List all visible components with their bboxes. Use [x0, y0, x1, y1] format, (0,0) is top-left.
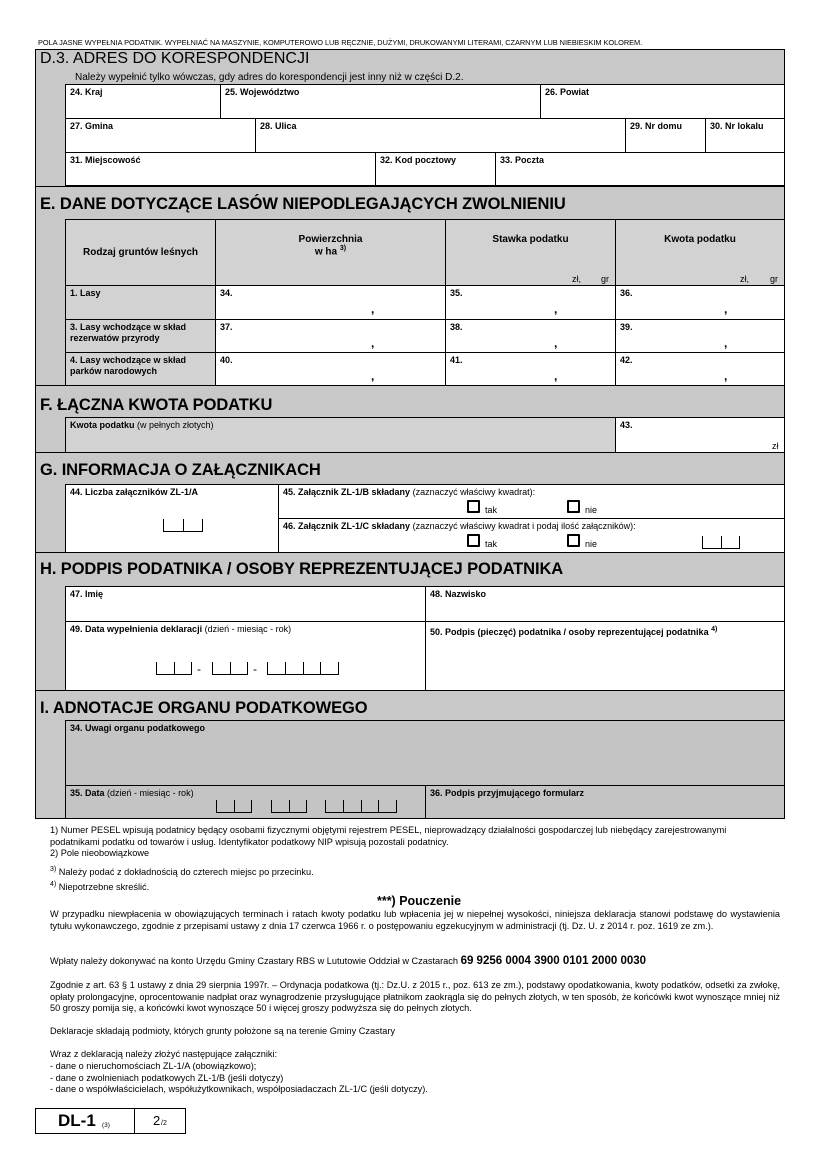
field-43[interactable]: 43. zł [615, 417, 784, 452]
bank-account-number: 69 9256 0004 3900 0101 2000 0030 [460, 955, 647, 967]
field-39[interactable]: 39. , [615, 319, 784, 352]
section-g-title: G. INFORMACJA O ZAŁĄCZNIKACH [40, 461, 321, 479]
section-f-sidebar [36, 417, 65, 452]
field-35-data: 35. Data (dzień - miesiąc - rok) [65, 785, 425, 818]
e-col-powierzchnia-label: Powierzchnia [298, 234, 363, 245]
field-38[interactable]: 38. , [445, 319, 615, 352]
field-30-label: 30. Nr lokalu [710, 121, 764, 131]
field-37[interactable]: 37. , [215, 319, 445, 352]
e-col-kwota-label: Kwota podatku [664, 234, 736, 245]
field-49-month[interactable] [212, 662, 248, 675]
pouczenie-p1: W przypadku niewpłacenia w obowiązujących terminach i ratach kwoty podatku lub wpłacenia jej w niepełnej wysokości, niniejsza deklaracja stanowi podstawę do wystawienia tytułu wykonawczego, zgodnie z przepisami ustawy z dnia 17 czerwca 1966 r. o postępowaniu egzekucyjnym w administracji (tj. Dz. U. z 2014 r. poz. 1619 ze zm.). [50, 909, 780, 931]
field-25-label: 25. Województwo [225, 87, 300, 97]
field-50-podpis[interactable]: 50. Podpis (pieczęć) podatnika / osoby reprezentującej podatnika $^{4)}$ [425, 621, 784, 690]
form-code: DL-1 [58, 1111, 96, 1130]
field-29-nr-domu[interactable] [625, 118, 705, 152]
field-31-miejscowosc[interactable] [65, 152, 375, 186]
f-kwota-label: Kwota podatku (w pełnych złotych) [65, 417, 615, 452]
section-h-sidebar [36, 586, 65, 690]
pouczenie-p4: Deklaracje składają podmioty, których grunty położone są na terenie Gminy Czastary [50, 1026, 396, 1036]
field-46-digits[interactable] [702, 536, 740, 549]
comma: , [554, 336, 558, 350]
field-27-gmina[interactable] [65, 118, 255, 152]
field-46-nie-label: nie [585, 539, 598, 549]
field-49-year[interactable] [267, 662, 339, 675]
page-number: 2 [153, 1113, 161, 1128]
pouczenie-title: ***) Pouczenie [376, 894, 462, 908]
field-30-nr-lokalu[interactable] [705, 118, 784, 152]
field-48-nazwisko[interactable]: 48. Nazwisko [425, 586, 784, 621]
list-item: - dane o zwolnieniach podatkowych ZL-1/B (jeśli dotyczy) [50, 1072, 284, 1083]
section-e-sidebar [36, 219, 65, 385]
e-row-lasy-label: 1. Lasy [65, 285, 215, 319]
e-col-stawka-label: Stawka podatku [492, 234, 569, 245]
e-col-kwota [615, 219, 784, 285]
field-41[interactable]: 41. , [445, 352, 615, 385]
section-d3-sidebar [36, 84, 65, 186]
field-35[interactable]: 35. , [445, 285, 615, 319]
field-36[interactable]: 36. , [615, 285, 784, 319]
comma: , [724, 369, 728, 383]
field-24-kraj[interactable] [65, 84, 220, 118]
e-row-parki-label: 4. Lasy wchodzące w skład parków narodowych [65, 352, 215, 385]
section-d3-subtitle: Należy wypełnić tylko wówczas, gdy adres do korespondencji jest inny niż w części D.2. [75, 72, 464, 83]
field-33-label: 33. Poczta [500, 155, 545, 165]
pouczenie-p2: Wpłaty należy dokonywać na konto Urzędu Gminy Czastary RBS w Lututowie Oddział w Czastarach 69 9256 0004 3900 0101 2000 0030 [50, 955, 647, 967]
e-col-powierzchnia [215, 219, 445, 285]
e-col-powierzchnia-unit: w ha $^{3)}$ [314, 245, 347, 258]
field-35-month [271, 800, 307, 813]
field-46-tak-label: tak [485, 539, 498, 549]
attachments-list [50, 1061, 428, 1096]
section-e-title: E. DANE DOTYCZĄCE LASÓW NIEPODLEGAJĄCYCH ZWOLNIENIU [40, 195, 566, 213]
form-version: (3) [102, 1122, 110, 1129]
field-28-ulica[interactable] [255, 118, 625, 152]
field-34-uwagi: 34. Uwagi organu podatkowego [65, 720, 784, 785]
comma: , [724, 336, 728, 350]
page-number-box [134, 1108, 186, 1134]
field-33-poczta[interactable] [495, 152, 784, 186]
pouczenie-p5: Wraz z deklaracją należy złożyć następujące załączniki: [50, 1049, 278, 1059]
field-27-label: 27. Gmina [70, 121, 114, 131]
field-26-label: 26. Powiat [545, 87, 590, 97]
field-35-day [216, 800, 252, 813]
field-36-podpis: 36. Podpis przyjmującego formularz [425, 785, 784, 818]
date-separator: - [253, 662, 257, 676]
field-46-nie-checkbox[interactable] [567, 534, 580, 547]
comma: , [554, 302, 558, 316]
field-31-label: 31. Miejscowość [70, 155, 141, 165]
field-45-tak-label: tak [485, 505, 498, 515]
e-col-rodzaj [65, 219, 215, 285]
field-46-tak-checkbox[interactable] [467, 534, 480, 547]
field-32-kod-pocztowy[interactable] [375, 152, 495, 186]
field-26-powiat[interactable] [540, 84, 784, 118]
e-kwota-zl: zł, [740, 274, 749, 284]
pouczenie-p3: Zgodnie z art. 63 § 1 ustawy z dnia 29 sierpnia 1997r. – Ordynacja podatkowa (tj.: Dz.U. z 2015 r., poz. 613 ze zm.), podstawy opodatkowania, kwoty podatków, odsetki za zwłokę, opłaty prolongacyjne, oprocentowanie nadpłat oraz wynagrodzenie przysługujące płatnikom zaokrągla się do pełnych złotych, w ten sposób, że końcówki kwot wynoszące mniej niż 50 groszy pomija się, a końcówki kwot wynoszące 50 i więcej groszy podwyższa się do pełnych złotych. [50, 980, 780, 1014]
field-45-tak-checkbox[interactable] [467, 500, 480, 513]
field-44[interactable]: 44. Liczba załączników ZL-1/A [65, 484, 278, 552]
section-i-sidebar [36, 720, 65, 818]
e-stawka-zl: zł, [572, 274, 581, 284]
field-28-label: 28. Ulica [260, 121, 297, 131]
comma: , [724, 302, 728, 316]
comma: , [371, 369, 375, 383]
comma: , [371, 336, 375, 350]
footnote-4: $^{4)}$ Niepotrzebne skreślić. [50, 881, 150, 893]
footnote-1: 1) Numer PESEL wpisują podatnicy będący osobami fizycznymi objętymi rejestrem PESEL, nieprowadzący działalności gospodarczej lub niebędący zarejestrowanymi podatnikami podatku od towarów i usług. Identyfikator podatkowy NIP wpisują pozostali podatnicy. 2) Pole nieobowiązkowe [50, 825, 727, 859]
page-total: /2 [161, 1120, 167, 1127]
field-29-label: 29. Nr domu [630, 121, 683, 131]
field-35-year [325, 800, 397, 813]
field-25-wojewodztwo[interactable] [220, 84, 540, 118]
field-32-label: 32. Kod pocztowy [380, 155, 457, 165]
e-row-rezerwaty-label: 3. Lasy wchodzące w skład rezerwatów przyrody [65, 319, 215, 352]
field-45[interactable]: 45. Załącznik ZL-1/B składany (zaznaczyć właściwy kwadrat): tak nie [278, 484, 784, 518]
section-g-sidebar [36, 484, 65, 552]
list-item: - dane o nieruchomościach ZL-1/A (obowiązkowo); [50, 1061, 257, 1071]
list-item: - dane o współwłaścicielach, współużytkownikach, współposiadaczach ZL-1/C (jeśli dotyczy). [50, 1084, 428, 1095]
section-f-title: F. ŁĄCZNA KWOTA PODATKU [40, 396, 273, 414]
e-col-stawka [445, 219, 615, 285]
field-45-nie-label: nie [585, 505, 598, 515]
f-zl: zł [772, 441, 779, 451]
field-24-label: 24. Kraj [70, 87, 103, 97]
field-47-imie[interactable]: 47. Imię [65, 586, 425, 621]
comma: , [554, 369, 558, 383]
section-h-title: H. PODPIS PODATNIKA / OSOBY REPREZENTUJĄCEJ PODATNIKA [40, 560, 564, 578]
e-col-rodzaj-label: Rodzaj gruntów leśnych [82, 247, 198, 258]
field-44-digits[interactable] [163, 519, 203, 532]
footnote-3: $^{3)}$ Należy podać z dokładnością do czterech miejsc po przecinku. [50, 866, 314, 878]
date-separator: - [197, 662, 201, 676]
e-kwota-gr: gr [770, 274, 779, 284]
header-note: POLA JASNE WYPEŁNIA PODATNIK. WYPEŁNIAĆ NA MASZYNIE, KOMPUTEROWO LUB RĘCZNIE, DUŻYMI, DRUKOWANYMI LITERAMI, CZARNYM LUB NIEBIESKIM KOLOREM. [38, 38, 643, 47]
field-34[interactable]: 34. , [215, 285, 445, 319]
field-49-day[interactable] [156, 662, 192, 675]
field-46[interactable]: 46. Załącznik ZL-1/C składany (zaznaczyć właściwy kwadrat i podaj ilość załączników): tak nie [278, 518, 784, 552]
field-40[interactable]: 40. , [215, 352, 445, 385]
field-49-data[interactable]: 49. Data wypełnienia deklaracji (dzień - miesiąc - rok) - - [65, 621, 425, 690]
field-42[interactable]: 42. , [615, 352, 784, 385]
section-i-title: I. ADNOTACJE ORGANU PODATKOWEGO [40, 699, 368, 717]
form-code-box [35, 1108, 135, 1134]
field-45-nie-checkbox[interactable] [567, 500, 580, 513]
e-stawka-gr: gr [601, 274, 610, 284]
comma: , [371, 302, 375, 316]
section-d3-title: D.3. ADRES DO KORESPONDENCJI [40, 50, 310, 67]
